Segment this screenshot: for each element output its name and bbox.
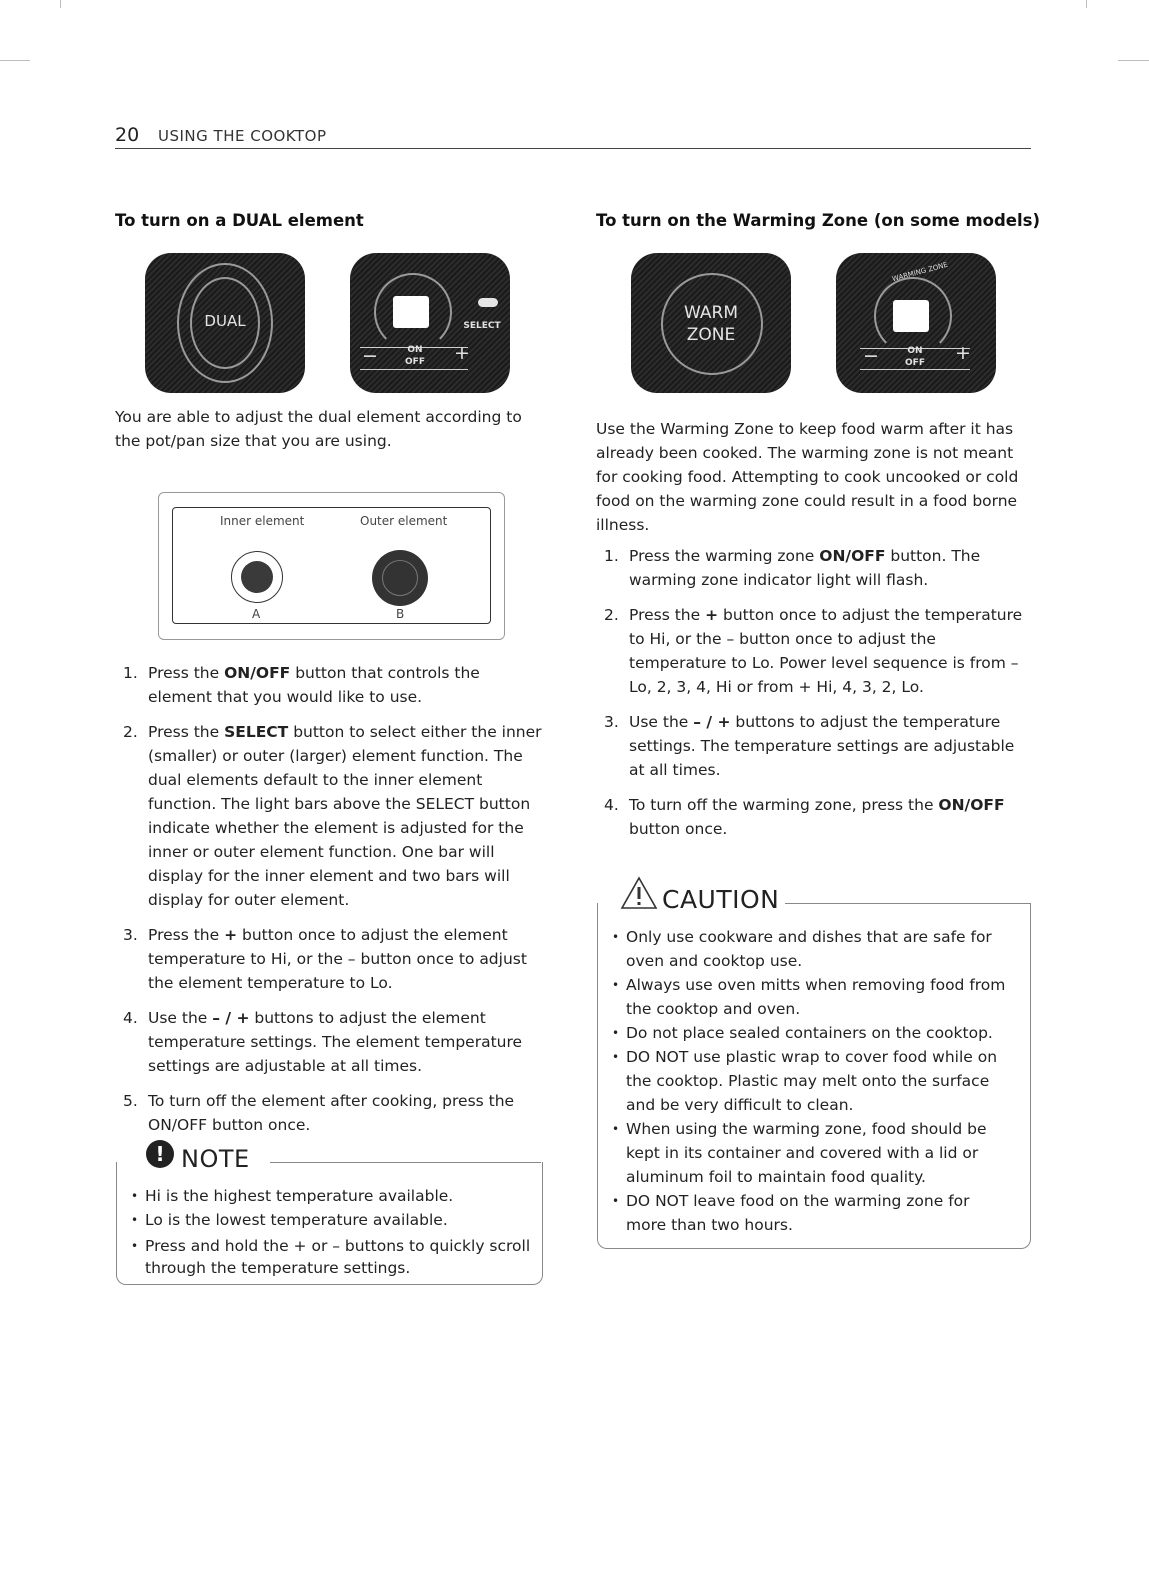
control-line bbox=[360, 369, 468, 370]
select-button-panel bbox=[350, 253, 510, 393]
list-item: • DO NOT use plastic wrap to cover food while on the cooktop. Plastic may melt onto the surface and be very difficult to clean. bbox=[608, 1045, 1013, 1117]
plus-icon: + bbox=[454, 342, 470, 364]
caution-heading: CAUTION bbox=[662, 885, 780, 914]
warming-zone-arc-label: WARMING ZONE bbox=[891, 260, 949, 284]
list-item: 3. Press the + button once to adjust the element temperature to Hi, or the – button once to adjust the element temperature to Lo. bbox=[123, 926, 527, 992]
label-a: A bbox=[252, 607, 261, 621]
list-item: 4. To turn off the warming zone, press the ON/OFF button once. bbox=[604, 796, 1005, 838]
on-label: ON bbox=[407, 345, 423, 355]
dual-label: DUAL bbox=[204, 312, 246, 330]
dual-section-title: To turn on a DUAL element bbox=[115, 211, 364, 230]
warming-steps-list bbox=[596, 544, 1032, 852]
crop-mark bbox=[1086, 0, 1087, 8]
control-line bbox=[860, 369, 970, 370]
inner-element-burner bbox=[241, 561, 273, 593]
section-title: USING THE COOKTOP bbox=[158, 127, 327, 145]
list-item: 4. Use the – / + buttons to adjust the element temperature settings. The element temperature settings are adjustable at all times. bbox=[123, 1009, 523, 1075]
crop-mark bbox=[1118, 60, 1149, 61]
off-label: OFF bbox=[905, 358, 925, 368]
warning-triangle-icon bbox=[620, 876, 658, 910]
dual-steps-list bbox=[115, 661, 546, 1148]
list-item: 5. To turn off the element after cooking, press the ON/OFF button once. bbox=[123, 1092, 515, 1134]
note-icon: ! bbox=[146, 1140, 174, 1168]
display-screen bbox=[893, 300, 929, 332]
list-item: 1. Press the warming zone ON/OFF button. The warming zone indicator light will flash. bbox=[604, 547, 981, 589]
list-item: 3. Use the – / + buttons to adjust the temperature settings. The temperature settings are adjustable at all times. bbox=[604, 713, 1015, 779]
page-number: 20 bbox=[115, 124, 140, 146]
warming-section-title: To turn on the Warming Zone (on some models) bbox=[596, 211, 1041, 230]
list-item: 2. Press the + button once to adjust the temperature to Hi, or the – button once to adjust the temperature to Lo. Power level sequence is from – Lo, 2, 3, 4, Hi or from + Hi, 4, 3, 2, Lo. bbox=[604, 606, 1023, 696]
note-heading: NOTE bbox=[181, 1145, 250, 1173]
warming-on-off-panel bbox=[836, 253, 996, 393]
display-screen bbox=[393, 296, 429, 328]
note-list bbox=[127, 1184, 532, 1279]
crop-mark bbox=[0, 60, 30, 61]
list-item: • Lo is the lowest temperature available. bbox=[127, 1208, 532, 1232]
dual-button-panel bbox=[145, 253, 305, 393]
list-item: • Hi is the highest temperature available. bbox=[127, 1184, 532, 1208]
outer-element-inner-ring bbox=[382, 560, 418, 596]
select-light-bar-icon bbox=[478, 298, 498, 307]
off-label: OFF bbox=[405, 357, 425, 367]
list-item: • Do not place sealed containers on the cooktop. bbox=[608, 1021, 1013, 1045]
dual-intro: You are able to adjust the dual element according to the pot/pan size that you are using. bbox=[115, 408, 522, 450]
list-item: • Always use oven mitts when removing food from the cooktop and oven. bbox=[608, 973, 1013, 1021]
list-item: 2. Press the SELECT button to select either the inner (smaller) or outer (larger) element function. The dual elements default to the inner element function. The light bars above the SELECT button indicate whether the element is adjusted for the inner or outer element function. One bar will display for the inner element and two bars will display for outer element. bbox=[123, 723, 542, 909]
plus-icon: + bbox=[955, 342, 971, 364]
caution-rule bbox=[785, 903, 1030, 904]
on-label: ON bbox=[907, 346, 923, 356]
inner-element-label: Inner element bbox=[220, 514, 305, 528]
crop-mark bbox=[60, 0, 61, 8]
list-item: 1. Press the ON/OFF button that controls the element that you would like to use. bbox=[123, 664, 480, 706]
warming-intro: Use the Warming Zone to keep food warm after it has already been cooked. The warming zone is not meant for cooking food. Attempting to cook uncooked or cold food on the warming zone could result in a food borne illness. bbox=[596, 420, 1019, 534]
warm-zone-label: WARM ZONE bbox=[684, 303, 738, 345]
list-item: • Only use cookware and dishes that are safe for oven and cooktop use. bbox=[608, 925, 1013, 973]
note-rule bbox=[270, 1162, 541, 1163]
list-item: • Press and hold the + or – buttons to quickly scroll through the temperature settings. bbox=[127, 1235, 532, 1279]
list-item: • When using the warming zone, food should be kept in its container and covered with a lid or aluminum foil to maintain food quality. bbox=[608, 1117, 1013, 1189]
outer-element-label: Outer element bbox=[360, 514, 448, 528]
minus-icon: − bbox=[362, 345, 378, 367]
warm-zone-button-panel bbox=[631, 253, 791, 393]
caution-list bbox=[608, 925, 1013, 1237]
label-b: B bbox=[396, 607, 405, 621]
header-rule bbox=[115, 148, 1031, 149]
minus-icon: − bbox=[863, 345, 879, 367]
list-item: • DO NOT leave food on the warming zone for more than two hours. bbox=[608, 1189, 1013, 1237]
select-label: SELECT bbox=[463, 321, 501, 331]
